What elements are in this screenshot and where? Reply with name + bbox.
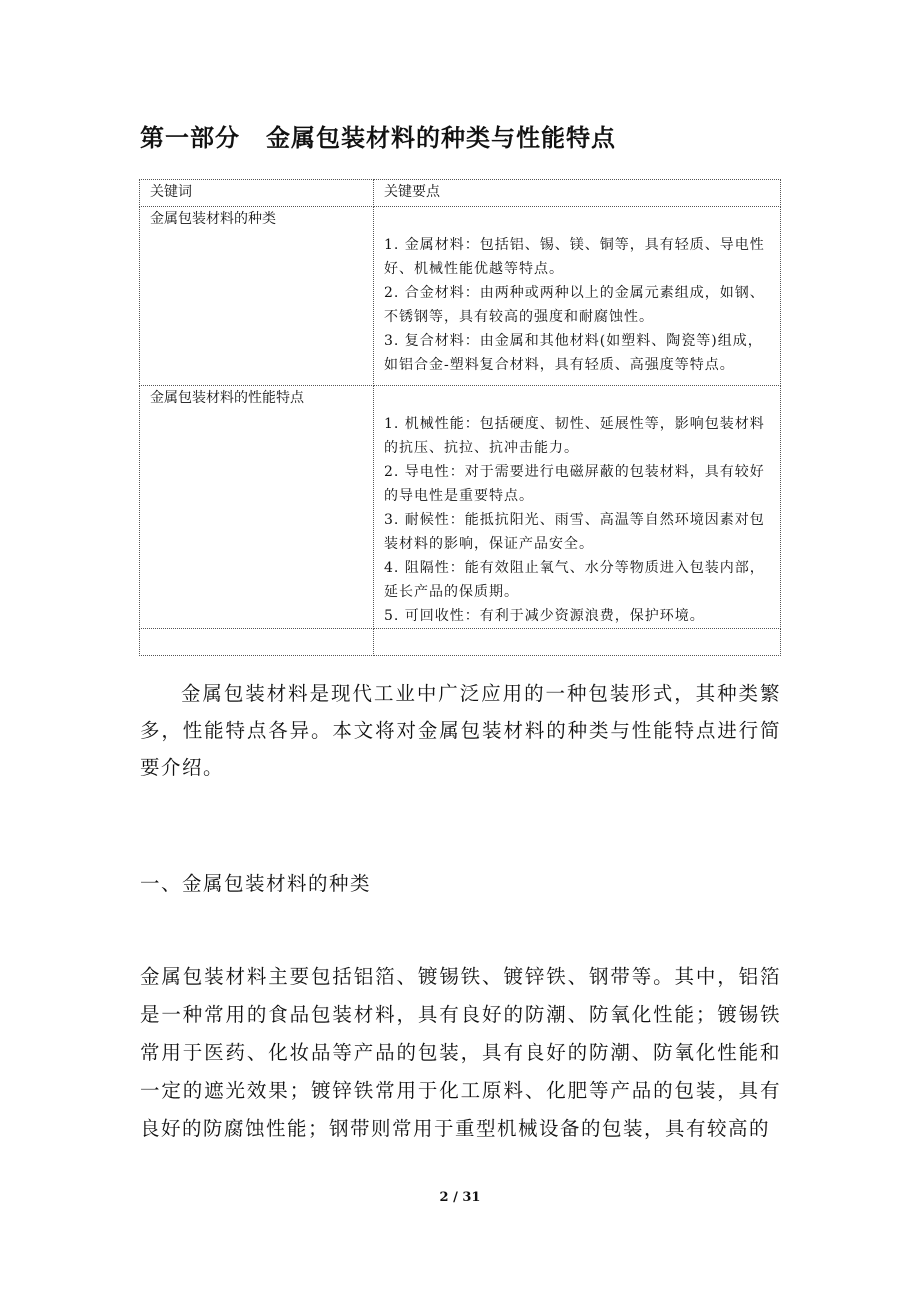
table-row xyxy=(140,386,781,629)
point-item: 1. 机械性能：包括硬度、韧性、延展性等，影响包装材料的抗压、抗拉、抗冲击能力。 xyxy=(384,416,765,456)
empty-cell xyxy=(140,629,374,656)
page-number: 2 / 31 xyxy=(439,1190,481,1205)
section-heading: 一、金属包装材料的种类 xyxy=(140,872,372,895)
row-points xyxy=(374,207,781,386)
point-item: 2. 导电性：对于需要进行电磁屏蔽的包装材料，具有较好的导电性是重要特点。 xyxy=(384,464,765,504)
page-title xyxy=(140,118,616,153)
point-item: 3. 耐候性：能抵抗阳光、雨雪、高温等自然环境因素对包装材料的影响，保证产品安全。 xyxy=(384,512,765,552)
section-paragraph: 金属包装材料主要包括铝箔、镀锡铁、镀锌铁、钢带等。其中，铝箔是一种常用的食品包装材料，具有良好的防潮、防氧化性能；镀锡铁常用于医药、化妆品等产品的包装，具有良好的防潮、防氧化性能和一定的遮光效果；镀锌铁常用于化工原料、化肥等产品的包装，具有良好的防腐蚀性能；钢带则常用于重型机械设备的包装，具有较高的 xyxy=(140,965,781,1140)
table-empty-row xyxy=(140,629,781,656)
key-points-table xyxy=(139,179,781,656)
point-item: 2. 合金材料：由两种或两种以上的金属元素组成，如钢、不锈钢等，具有较高的强度和耐腐蚀性。 xyxy=(384,285,765,325)
point-item: 4. 阻隔性：能有效阻止氧气、水分等物质进入包装内部，延长产品的保质期。 xyxy=(384,560,765,600)
header-keyword: 关键词 xyxy=(140,180,374,207)
row-keyword: 金属包装材料的性能特点 xyxy=(140,386,374,629)
table-header-row xyxy=(140,180,781,207)
title-text: 金属包装材料的种类与性能特点 xyxy=(266,123,616,152)
intro-paragraph: 金属包装材料是现代工业中广泛应用的一种包装形式，其种类繁多，性能特点各异。本文将对金属包装材料的种类与性能特点进行简要介绍。 xyxy=(140,682,781,779)
table-row xyxy=(140,207,781,386)
header-points: 关键要点 xyxy=(374,180,781,207)
point-item: 3. 复合材料：由金属和其他材料(如塑料、陶瓷等)组成，如铝合金-塑料复合材料，具有轻质、高强度等特点。 xyxy=(384,333,763,373)
empty-cell xyxy=(374,629,781,656)
point-item: 5. 可回收性：有利于减少资源浪费，保护环境。 xyxy=(384,608,705,624)
row-keyword: 金属包装材料的种类 xyxy=(140,207,374,386)
title-part: 第一部分 xyxy=(140,123,240,152)
row-points xyxy=(374,386,781,629)
point-item: 1. 金属材料：包括铝、锡、镁、铜等，具有轻质、导电性好、机械性能优越等特点。 xyxy=(384,237,765,277)
